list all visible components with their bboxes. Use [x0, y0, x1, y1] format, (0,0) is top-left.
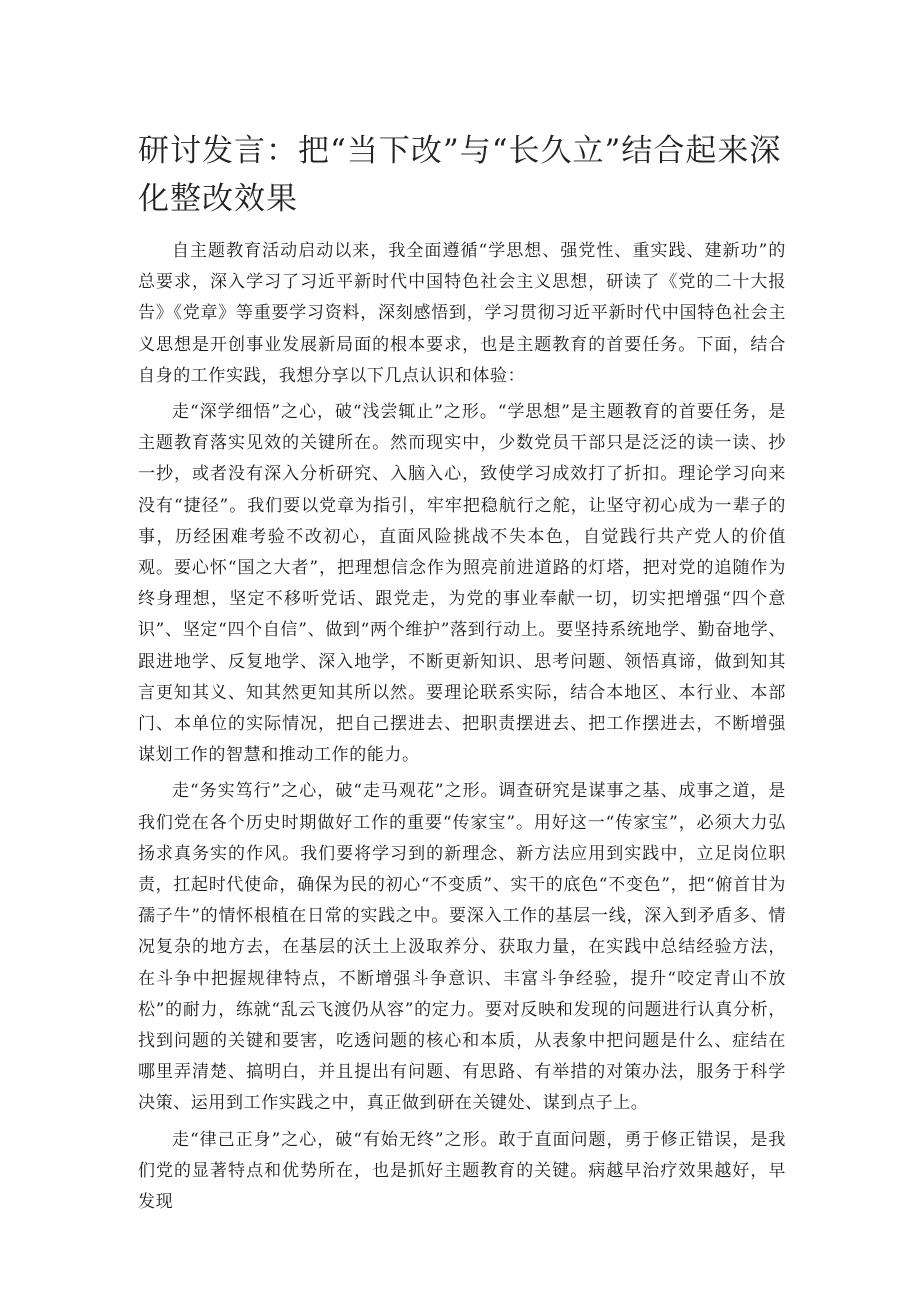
paragraph-intro: 自主题教育活动启动以来，我全面遵循“学思想、强党性、重实践、建新功”的总要求，深入学习了习近平新时代中国特色社会主义思想，研读了《党的二十大报告》《党章》等重要学习资料，深刻感悟到，学习贯彻习近平新时代中国特色社会主义思想是开创事业发展新局面的根本要求，也是主题教育的首要任务。下面，结合自身的工作实践，我想分享以下几点认识和体验： [138, 241, 786, 386]
paragraph-self-discipline: 走“律己正身”之心，破“有始无终”之形。敢于直面问题，勇于修正错误，是我们党的显著特点和优势所在，也是抓好主题教育的关键。病越早治疗效果越好，早发现 [138, 1129, 786, 1213]
document-title: 研讨发言：把“当下改”与“长久立”结合起来深化整改效果 [138, 133, 782, 217]
paragraph-practical-action: 走“务实笃行”之心，破“走马观花”之形。调查研究是谋事之基、成事之道，是我们党在各个历史时期做好工作的重要“传家宝”。用好这一“传家宝”，必须大力弘扬求真务实的作风。我们要将学习到的新理念、新方法应用到实践中，立足岗位职责，扛起时代使命，确保为民的初心“不变质”、实干的底色“不变色”，把“俯首甘为孺子牛”的情怀根植在日常的实践之中。要深入工作的基层一线，深入到矛盾多、情况复杂的地方去，在基层的沃土上汲取养分、获取力量，在实践中总结经验方法，在斗争中把握规律特点，不断增强斗争意识、丰富斗争经验，提升“咬定青山不放松”的耐力，练就“乱云飞渡仍从容”的定力。要对反映和发现的问题进行认真分析，找到问题的关键和要害，吃透问题的核心和本质，从表象中把问题是什么、症结在哪里弄清楚、搞明白，并且提出有问题、有思路、有举措的对策办法，服务于科学决策、运用到工作实践之中，真正做到研在关键处、谋到点子上。 [138, 781, 786, 1114]
document-body [138, 236, 786, 1223]
paragraph-deep-study: 走“深学细悟”之心，破“浅尝辄止”之形。“学思想”是主题教育的首要任务，是主题教育落实见效的关键所在。然而现实中，少数党员干部只是泛泛的读一读、抄一抄，或者没有深入分析研究、入脑入心，致使学习成效打了折扣。理论学习向来没有“捷径”。我们要以党章为指引，牢牢把稳航行之舵，让坚守初心成为一辈子的事，历经困难考验不改初心，直面风险挑战不失本色，自觉践行共产党人的价值观。要心怀“国之大者”，把理想信念作为照亮前进道路的灯塔，把对党的追随作为终身理想，坚定不移听党话、跟党走，为党的事业奉献一切，切实把增强“四个意识”、坚定“四个自信”、做到“两个维护”落到行动上。要坚持系统地学、勤奋地学、跟进地学、反复地学、深入地学，不断更新知识、思考问题、领悟真谛，做到知其言更知其义、知其然更知其所以然。要理论联系实际，结合本地区、本行业、本部门、本单位的实际情况，把自己摆进去、把职责摆进去、把工作摆进去，不断增强谋划工作的智慧和推动工作的能力。 [138, 402, 786, 766]
